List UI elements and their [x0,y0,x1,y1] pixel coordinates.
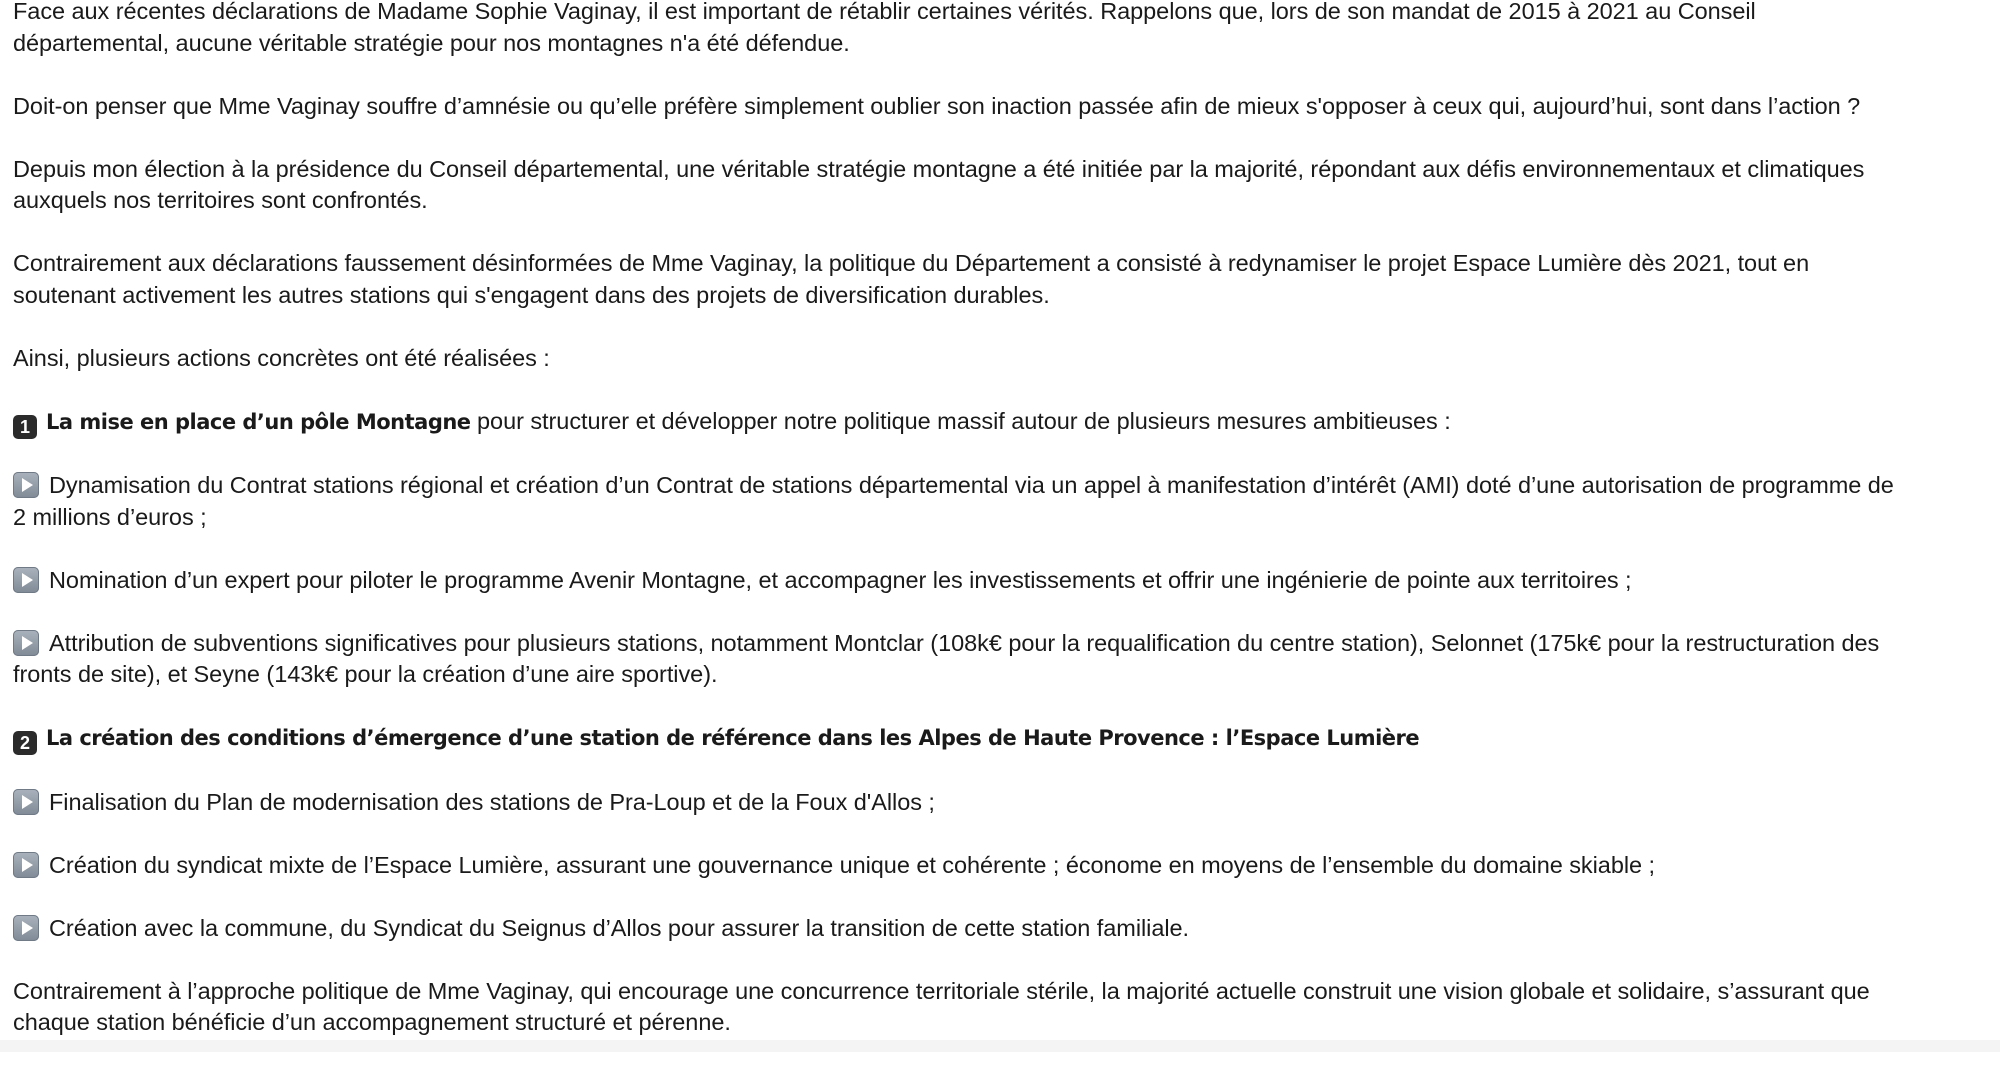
section-heading-bold: La mise en place d’un pôle Montagne [46,409,471,434]
play-button-icon [13,852,39,878]
text-line: Contrairement aux déclarations faussement désinformées de Mme Vaginay, la politique du Département a consisté à redynamiser le projet Espace Lumière dès 2021, tout en [13,250,1810,276]
paragraph-actions-intro [13,343,1988,375]
text-line: Nomination d’un expert pour piloter le programme Avenir Montagne, et accompagner les investissements et offrir une ingénierie de pointe aux territoires ; [49,566,1632,593]
bullet-item [13,628,1988,691]
keycap-number-2-icon: 2 [13,731,37,755]
paragraph-question [13,91,1988,123]
text-line: Attribution de subventions significatives pour plusieurs stations, notamment Montclar (108k€ pour la requalification du centre station), Selonnet (175k€ pour la restructuration des [49,629,1880,656]
bullet-item [13,850,1988,882]
text-line: auxquels nos territoires sont confrontés. [13,187,428,213]
keycap-number-1-icon: 1 [13,415,37,439]
paragraph-conclusion [13,976,1988,1039]
text-line: Contrairement à l’approche politique de Mme Vaginay, qui encourage une concurrence territoriale stérile, la majorité actuelle construit une vision globale et solidaire, s’assurant que [13,977,1870,1004]
text-line: Création avec la commune, du Syndicat du Seignus d’Allos pour assurer la transition de cette station familiale. [49,914,1190,941]
bullet-item [13,913,1988,945]
paragraph-intro [13,0,1988,59]
section-heading-1 [13,406,1988,439]
text-line: Création du syndicat mixte de l’Espace Lumière, assurant une gouvernance unique et cohérente ; économe en moyens de l’ensemble du domaine skiable ; [49,851,1655,878]
text-line: Depuis mon élection à la présidence du Conseil départemental, une véritable stratégie montagne a été initiée par la majorité, répondant aux défis environnementaux et climatiques [13,155,1865,182]
play-button-icon [13,915,39,941]
section-heading-rest: pour structurer et développer notre politique massif autour de plusieurs mesures ambitieuses : [470,407,1451,434]
play-button-icon [13,789,39,815]
paragraph-strategy [13,154,1988,217]
bottom-divider [0,1040,2000,1052]
text-line: Face aux récentes déclarations de Madame Sophie Vaginay, il est important de rétablir certaines vérités. Rappelons que, lors de son mandat de 2015 à 2021 au Conseil [13,0,1756,24]
text-line: soutenant activement les autres stations qui s'engagent dans des projets de diversification durables. [13,281,1050,308]
text-line: 2 millions d’euros ; [13,503,207,530]
section-heading-2 [13,722,1988,755]
text-line: départemental, aucune véritable stratégie pour nos montagnes n'a été défendue. [13,29,850,56]
text-line: Ainsi, plusieurs actions concrètes ont été réalisées : [13,344,550,371]
text-line: chaque station bénéficie d’un accompagnement structuré et pérenne. [13,1009,731,1035]
text-line: Finalisation du Plan de modernisation des stations de Pra-Loup et de la Foux d'Allos ; [49,788,935,815]
bullet-item [13,470,1988,533]
text-line: Dynamisation du Contrat stations régional et création d’un Contrat de stations départemental via un appel à manifestation d’intérêt (AMI) doté d’une autorisation de programme de [49,472,1894,498]
document-body [13,0,1988,1070]
bullet-item [13,787,1988,819]
text-line: Doit-on penser que Mme Vaginay souffre d’amnésie ou qu’elle préfère simplement oublier son inaction passée afin de mieux s'opposer à ceux qui, aujourd’hui, sont dans l’action ? [13,92,1861,119]
play-button-icon [13,567,39,593]
text-line: fronts de site), et Seyne (143k€ pour la création d’une aire sportive). [13,661,718,687]
play-button-icon [13,472,39,498]
section-heading-bold: La création des conditions d’émergence d’une station de référence dans les Alpes de Haute Provence : l’Espace Lumière [46,726,1420,750]
paragraph-policy [13,248,1988,311]
bullet-item [13,565,1988,597]
play-button-icon [13,630,39,656]
